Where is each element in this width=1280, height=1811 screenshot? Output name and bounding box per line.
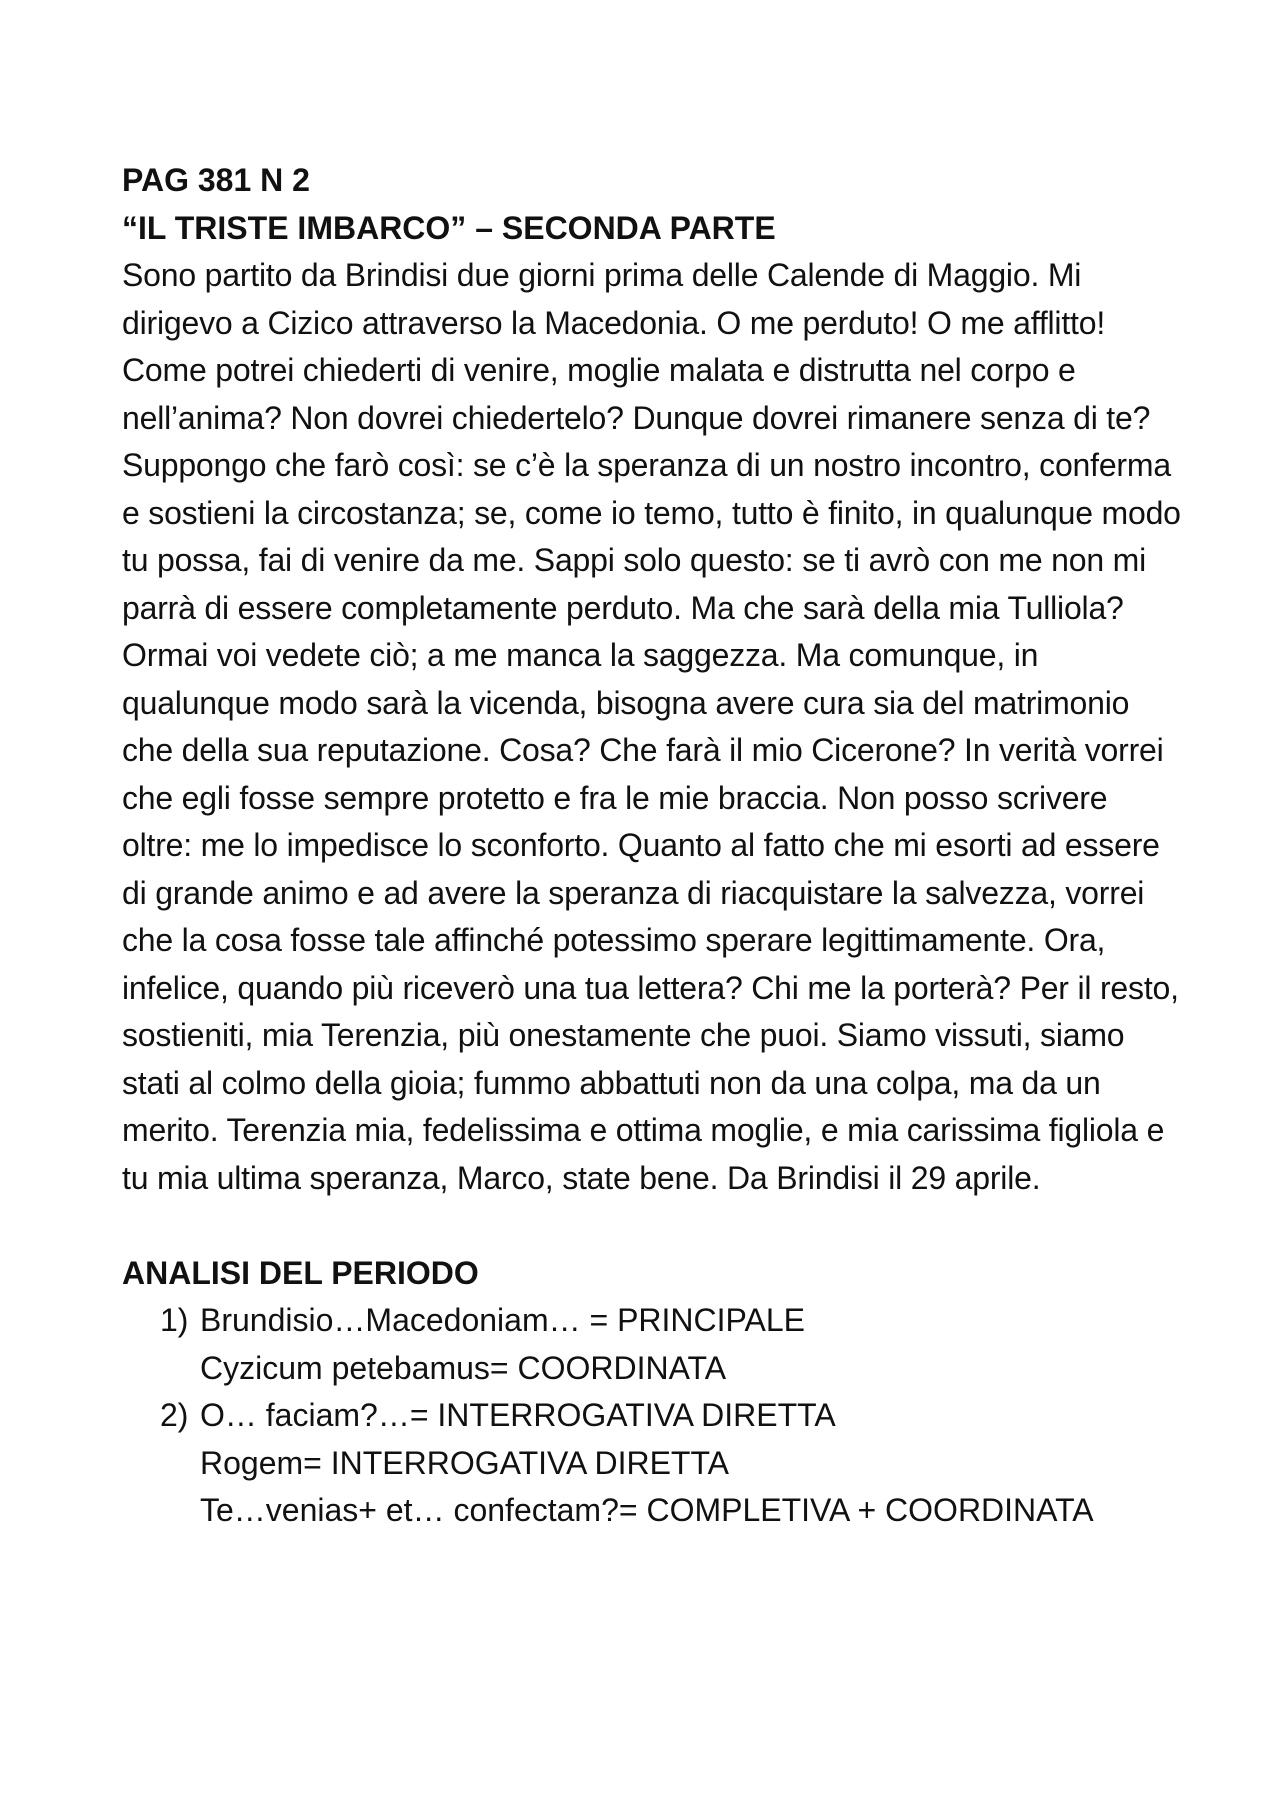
analysis-list xyxy=(122,1297,1182,1535)
analysis-heading: ANALISI DEL PERIODO xyxy=(122,1254,479,1291)
page-reference: PAG 381 N 2 xyxy=(122,162,310,198)
section-spacer xyxy=(122,1202,1182,1250)
analysis-line: Rogem= INTERROGATIVA DIRETTA xyxy=(200,1444,729,1481)
analysis-number: 2) xyxy=(160,1397,189,1433)
translation-paragraph: Sono partito da Brindisi due giorni prima delle Calende di Maggio. Mi dirigevo a Cizico attraverso la Macedonia. O me perduto! O me afflitto! Come potrei chiederti di venire, moglie malata e distrutta nel corpo e nell’anima? Non dovrei chiedertelo? Dunque dovrei rimanere senza di te? Suppongo che farò così: se c’è la speranza di un nostro incontro, conferma e sostieni la circostanza; se, come io temo, tutto è finito, in qualunque modo tu possa, fai di venire da me. Sappi solo questo: se ti avrò con me non mi parrà di essere completamente perduto. Ma che sarà della mia Tulliola? Ormai voi vedete ciò; a me manca la saggezza. Ma comunque, in qualunque modo sarà la vicenda, bisogna avere cura sia del matrimonio che della sua reputazione. Cosa? Che farà il mio Cicerone? In verità vorrei che egli fosse sempre protetto e fra le mie braccia. Non posso scrivere oltre: me lo impedisce lo sconforto. Quanto al fatto che mi esorti ad essere di grande animo e ad avere la speranza di riacquistare la salvezza, vorrei che la cosa fosse tale affinché potessimo sperare legittimamente. Ora, infelice, quando più riceverò una tua lettera? Chi me la porterà? Per il resto, sostieniti, mia Terenzia, più onestamente che puoi. Siamo vissuti, siamo stati al colmo della gioia; fummo abbattuti non da una colpa, ma da un merito. Terenzia mia, fedelissima e ottima moglie, e mia carissima figliola e tu mia ultima speranza, Marco, state bene. Da Brindisi il 29 aprile. xyxy=(122,257,1181,1196)
analysis-item-1 xyxy=(122,1297,1182,1392)
analysis-item-2 xyxy=(122,1392,1182,1535)
analysis-line: Brundisio…Macedoniam… = PRINCIPALE xyxy=(200,1302,805,1338)
analysis-number: 1) xyxy=(160,1302,189,1338)
analysis-line: Cyzicum petebamus= COORDINATA xyxy=(200,1349,727,1386)
document-title: “IL TRISTE IMBARCO” – SECONDA PARTE xyxy=(122,209,776,246)
analysis-line: Te…venias+ et… confectam?= COMPLETIVA + COORDINATA xyxy=(200,1492,1094,1528)
analysis-line: O… faciam?…= INTERROGATIVA DIRETTA xyxy=(200,1397,836,1433)
document-page xyxy=(122,157,1182,1535)
